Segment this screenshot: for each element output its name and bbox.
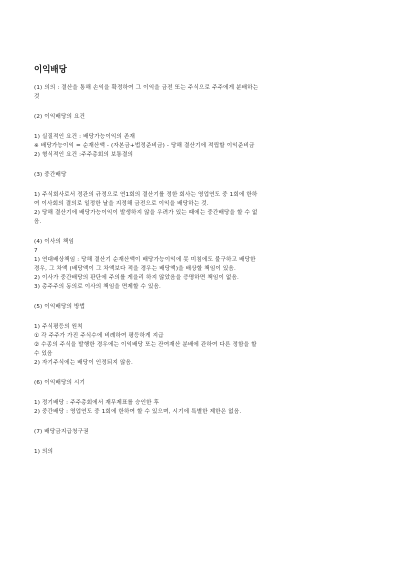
section-2-heading: (2) 이익배당의 요건 xyxy=(34,114,86,120)
section-3-heading: (3) 중간배당 xyxy=(34,172,67,178)
section-3-item-2: 2) 당해 결산기에 배당가능이익이 발생하지 않을 우려가 있는 때에는 중간배당을 할 수 없 xyxy=(34,210,258,216)
section-3-item-1: 1) 주식회사로서 정관의 규정으로 연1회의 결산기를 정한 회사는 영업연도 중 1회에 한하 xyxy=(34,192,258,198)
section-4-heading: (4) 이사의 책임 xyxy=(34,239,74,245)
section-7-item-1: 1) 의의 xyxy=(34,449,54,455)
section-4-item-2: 2) 이사가 중간배당의 판단에 주의를 게을리 하지 않았음을 증명하면 책임이 없음. xyxy=(34,275,239,281)
section-2-item-2: 2) 형식적인 요건 :주주총회의 보통결의 xyxy=(34,152,134,158)
section-2-item-1: 1) 실질적인 요건 : 배당가능이익의 존재 xyxy=(34,134,136,140)
document-title: 이익배당 xyxy=(34,65,67,75)
section-5-item-2: 2) 자기주식에는 배당이 인정되지 않음. xyxy=(34,360,133,366)
section-5-subitem-2-cont: 수 있음 xyxy=(34,351,53,357)
section-6-item-1: 1) 정기배당 : 주주총회에서 재무제표를 승인한 후 xyxy=(34,400,160,406)
section-5-subitem-2: ② 수종의 주식을 발행한 경우에는 이익배당 또는 잔여재산 분배에 관하여 다른 정함을 할 xyxy=(34,342,257,348)
section-5-heading: (5) 이익배당의 방법 xyxy=(34,304,86,310)
section-1-text-cont: 것 xyxy=(34,94,40,100)
document-body xyxy=(34,84,372,457)
section-1-text: (1) 의의 : 결산을 통해 손익을 확정하여 그 이익을 금전 또는 주식으로 주주에게 분배하는 xyxy=(34,85,259,91)
section-4-item-1-cont: 경우, 그 차액 (배당액이 그 차액보다 적을 경우는 배당액)을 배상할 책임이 있음. xyxy=(34,266,236,272)
section-5-item-1: 1) 주식평등의 원칙 xyxy=(34,324,83,330)
section-4-item-3: 3) 총주주의 동의로 이사의 책임을 면제할 수 있음. xyxy=(34,284,161,290)
section-5-subitem-1: ① 각 주주가 가진 주식수에 비례하여 평등하게 지급 xyxy=(34,333,164,339)
section-6-item-2: 2) 중간배당 : 영업연도 중 1회에 한하여 할 수 있으며, 시기에 특별한 제한은 없음. xyxy=(34,409,242,415)
section-2-note: ※ 배당가능이익 = 순재산액 - (자본금+법정준비금) - 당해 결산기에 적립할 이익준비금 xyxy=(34,143,255,149)
section-6-heading: (6) 이익배당의 시기 xyxy=(34,380,86,386)
section-4-item-1: 1) 연대배상책임 : 당해 결산기 순재산액이 배당가능이익에 못 미침에도 불구하고 배당한 xyxy=(34,257,256,263)
section-3-item-1-cont: 여 이사회의 결의로 일정한 날을 지정해 금전으로 이익을 배당하는 것. xyxy=(34,201,209,207)
section-4-stray-mark: 7 xyxy=(34,248,38,254)
section-7-heading: (7) 배당금지급청구권 xyxy=(34,429,89,435)
section-3-item-2-cont: 음. xyxy=(34,219,42,225)
